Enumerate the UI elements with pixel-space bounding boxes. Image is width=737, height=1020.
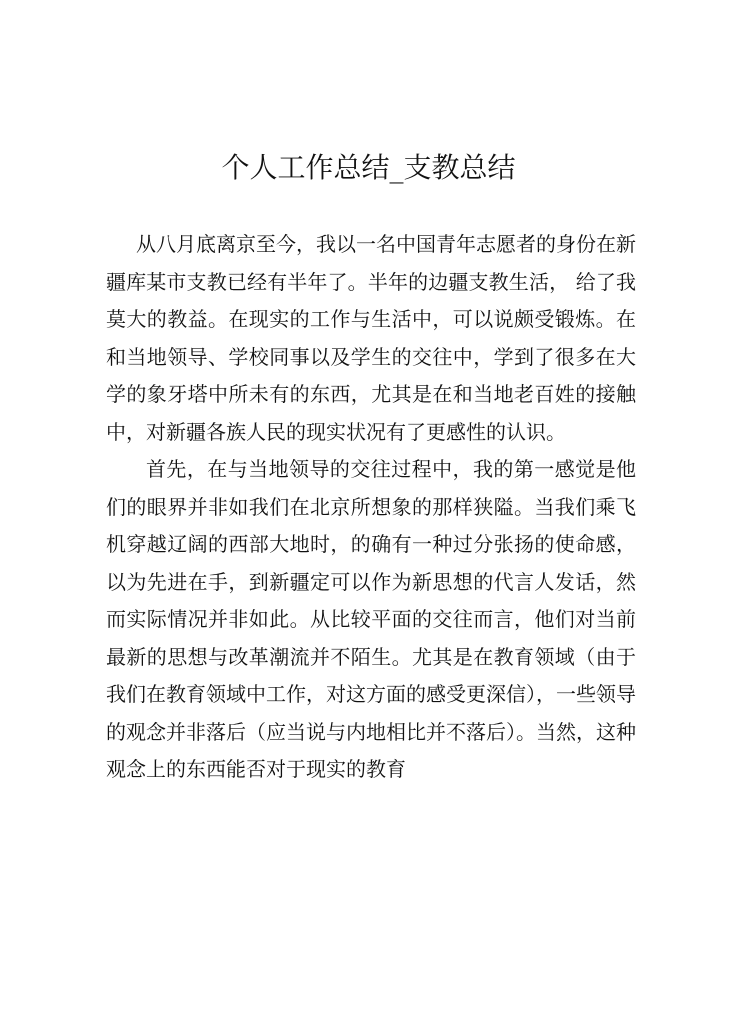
paragraph-2: 首先，在与当地领导的交往过程中，我的第一感觉是他们的眼界并非如我们在北京所想象的那样狭隘。当我们乘飞机穿越辽阔的西部大地时，的确有一种过分张扬的使命感，以为先进在手，到新疆定可以作为新思想的代言人发话，然而实际情况并非如此。从比较平面的交往而言，他们对当前最新的思想与改革潮流并不陌生。尤其是在教育领域（由于我们在教育领域中工作，对这方面的感受更深信），一些领导的观念并非落后（应当说与内地相比并不落后）。当然，这种观念上的东西能否对于现实的教育	[106, 457, 636, 781]
document-body	[106, 226, 636, 789]
paragraph-1: 从八月底离京至今，我以一名中国青年志愿者的身份在新疆库某市支教已经有半年了。半年的边疆支教生活， 给了我莫大的教益。在现实的工作与生活中，可以说颇受锻炼。在和当地领导、学校同事以及学生的交往中，学到了很多在大学的象牙塔中所未有的东西，尤其是在和当地老百姓的接触中，对新疆各族人民的现实状况有了更感性的认识。	[106, 232, 636, 444]
document-title: 个人工作总结_支教总结	[221, 151, 516, 184]
